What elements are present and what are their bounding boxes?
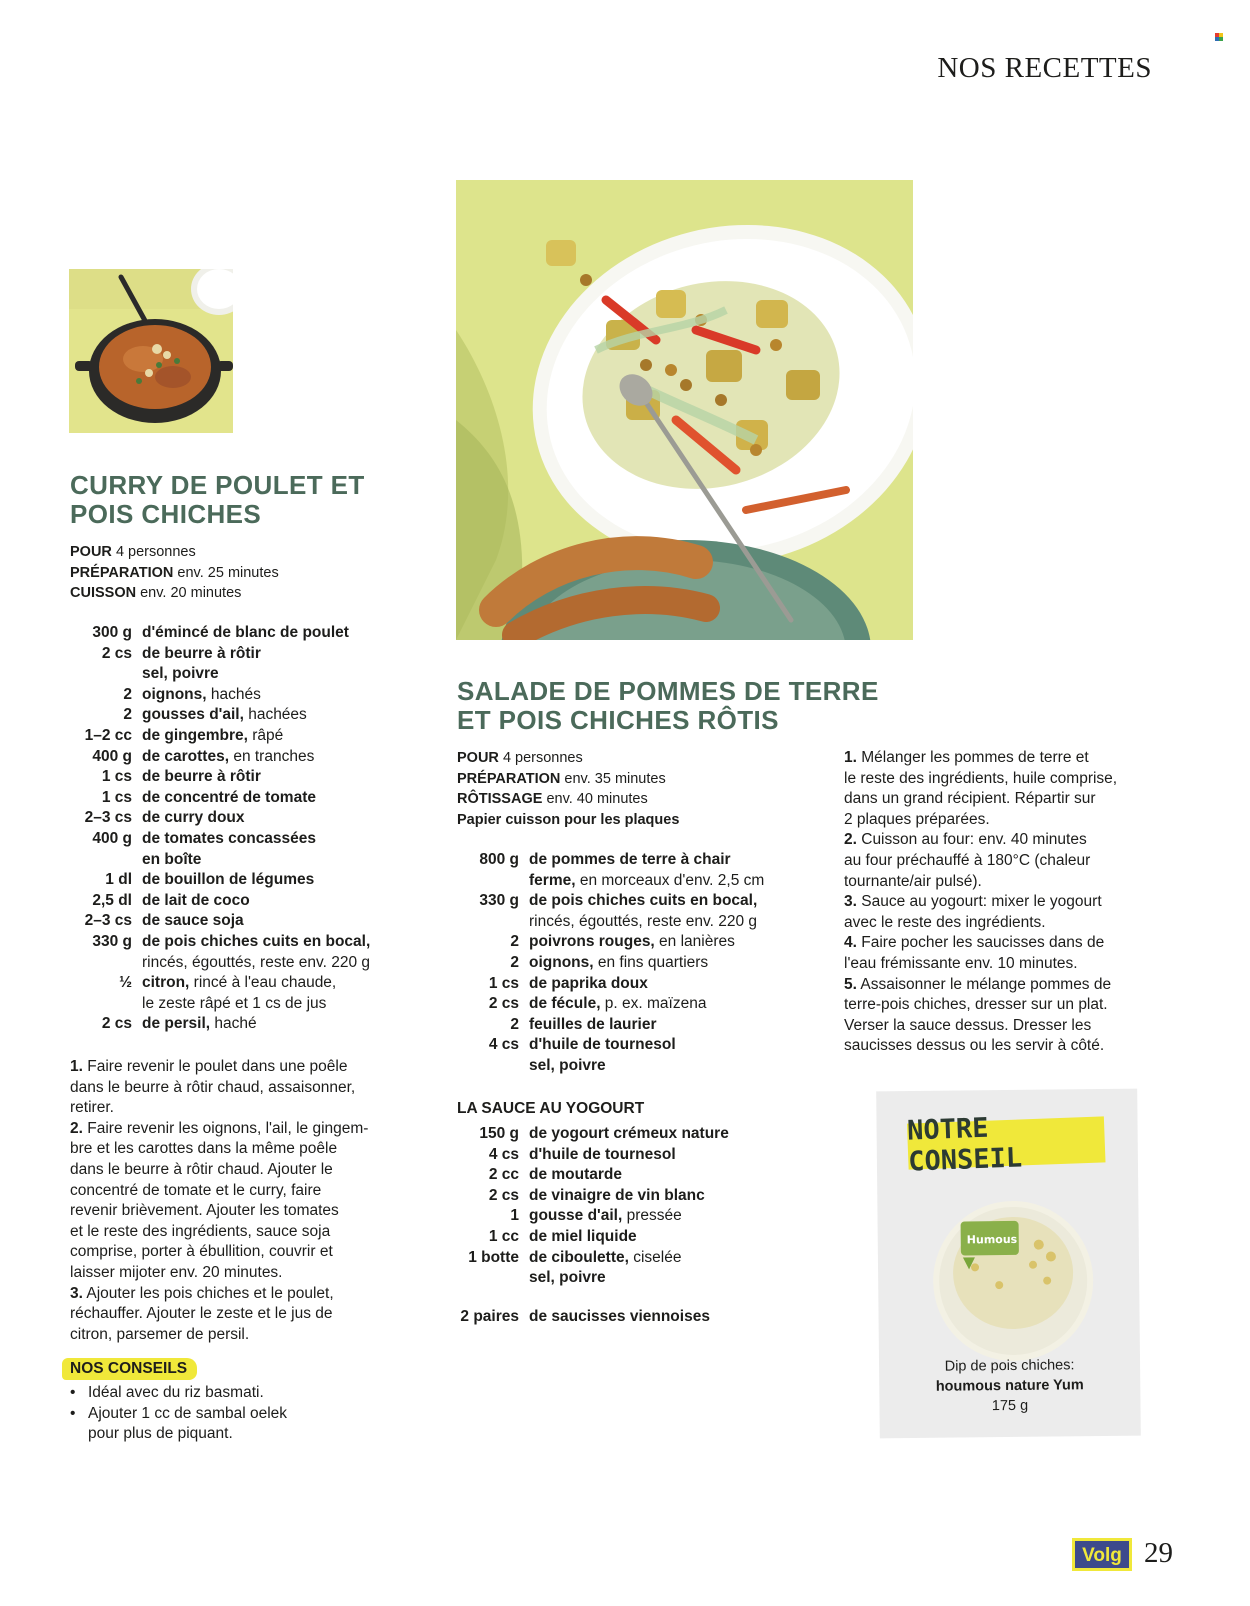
ingredient-row: le zeste râpé et 1 cs de jus — [142, 994, 327, 1012]
step-line: laisser mijoter env. 20 minutes. — [70, 1263, 283, 1281]
ingredient-row: 150 g de yogourt crémeux nature — [479, 1125, 729, 1142]
caption-line3: 175 g — [991, 1397, 1029, 1415]
ingredient-row: 300 g d'émincé de blanc de poulet — [92, 624, 349, 641]
ingredient-row: 2 oignons, en fins quartiers — [510, 953, 709, 971]
recipe1-ingredients — [70, 623, 370, 1035]
sauce-ingredients — [457, 1124, 729, 1289]
ingredient-row: 2 cc de moutarde — [488, 1166, 623, 1184]
ingredient-row: 4 cs d'huile de tournesol — [488, 1145, 676, 1163]
ingredient-row: ferme, en morceaux d'env. 2,5 cm — [529, 871, 765, 889]
step-line: dans un grand récipient. Répartir sur — [844, 790, 1096, 808]
conseil-badge: NOTRE CONSEIL — [907, 1116, 1106, 1169]
step-line: 5. Assaisonner le mélange pommes de — [844, 975, 1112, 993]
recipe2-meta — [457, 748, 679, 830]
tips-list — [70, 1383, 287, 1445]
recipe2-title-line1: SALADE DE POMMES DE TERRE — [457, 676, 879, 706]
extra-ingredients — [457, 1307, 710, 1328]
ingredient-row: 2 cs de persil, haché — [101, 1015, 257, 1033]
ingredient-row: 400 g de tomates concassées — [92, 829, 317, 847]
hummus-label: Humous — [966, 1232, 1018, 1247]
step-line: comprise, porter à ébullition, couvrir et — [70, 1243, 333, 1261]
logo-text: Volg — [1082, 1545, 1122, 1566]
ingredient-row: 2 cs de vinaigre de vin blanc — [488, 1186, 705, 1204]
ingredient-row: 2–3 cs de curry doux — [84, 809, 245, 827]
recipe1-title — [70, 471, 430, 529]
corner-logo-icon — [1215, 33, 1223, 41]
sauce-title: LA SAUCE AU YOGOURT — [457, 1100, 645, 1117]
step-line: saucisses dessus ou les servir à côté. — [844, 1037, 1105, 1055]
recipe2-meta-servings: POUR 4 personnes — [457, 750, 583, 766]
ingredient-row: 2,5 dl de lait de coco — [92, 891, 250, 909]
curry-photo — [69, 269, 233, 433]
ingredient-row: 4 cs d'huile de tournesol — [488, 1036, 676, 1054]
recipe2-title — [457, 677, 917, 735]
section-title: NOS RECETTES — [937, 52, 1152, 84]
page-number: 29 — [1144, 1537, 1173, 1569]
step-line: 3. Ajouter les pois chiches et le poulet, — [70, 1284, 334, 1302]
ingredient-row: en boîte — [142, 850, 202, 868]
ingredient-row: 1–2 cc de gingembre, râpé — [84, 726, 284, 744]
ingredient-row: sel, poivre — [529, 1269, 606, 1287]
recipe2-ingredients — [457, 850, 764, 1077]
step-line: 2 plaques préparées. — [844, 810, 990, 828]
step-line: tournante/air pulsé). — [844, 872, 982, 890]
step-line: retirer. — [70, 1099, 114, 1117]
recipe1-meta — [70, 542, 279, 604]
ingredient-row: 2 gousses d'ail, hachées — [123, 706, 307, 724]
recipe2-title-line2: ET POIS CHICHES RÔTIS — [457, 705, 779, 735]
step-line: et le reste des ingrédients, sauce soja — [70, 1222, 331, 1240]
step-line: bre et les carottes dans la même poêle — [70, 1140, 338, 1158]
ingredient-row: 2 feuilles de laurier — [510, 1015, 657, 1033]
step-line: Verser la sauce dessus. Dresser les — [844, 1016, 1092, 1034]
ingredient-row: 1 cs de concentré de tomate — [101, 788, 316, 806]
recipe2-meta-paper: Papier cuisson pour les plaques — [457, 811, 680, 828]
ingredient-row: 1 gousse d'ail, pressée — [510, 1207, 682, 1225]
ingredient-row: ½ citron, rincé à l'eau chaude, — [119, 974, 337, 992]
tip-item: • Idéal avec du riz basmati. — [70, 1384, 264, 1401]
ingredient-row: 2 cs de beurre à rôtir — [101, 644, 261, 662]
conseil-card — [876, 1089, 1141, 1439]
ingredient-row: rincés, égouttés, reste env. 220 g — [142, 953, 371, 971]
ingredient-row: 2 poivrons rouges, en lanières — [510, 933, 735, 951]
step-line: dans le beurre à rôtir chaud. Ajouter le — [70, 1160, 333, 1178]
ingredient-row: 1 cs de beurre à rôtir — [101, 768, 261, 786]
caption-line1: Dip de pois chiches: — [944, 1357, 1075, 1375]
tips-badge: NOS CONSEILS — [62, 1358, 197, 1380]
step-line: le reste des ingrédients, huile comprise, — [844, 769, 1118, 787]
ingredient-row: 800 g de pommes de terre à chair — [479, 851, 731, 868]
step-line: 3. Sauce au yogourt: mixer le yogourt — [844, 893, 1102, 911]
ingredient-row: 1 dl de bouillon de légumes — [105, 871, 315, 889]
ingredient-row: rincés, égouttés, reste env. 220 g — [529, 912, 758, 930]
recipe1-title-line1: CURRY DE POULET ET — [70, 470, 365, 500]
step-line: revenir brièvement. Ajouter les tomates — [70, 1202, 339, 1220]
step-line: 1. Faire revenir le poulet dans une poêle — [70, 1058, 348, 1075]
step-line: concentré de tomate et le curry, faire — [70, 1181, 322, 1199]
recipe1-title-line2: POIS CHICHES — [70, 499, 262, 529]
ingredient-row: 2–3 cs de sauce soja — [84, 912, 244, 930]
hummus-product-image — [928, 1194, 1098, 1364]
recipe2-meta-roast: RÔTISSAGE env. 40 minutes — [457, 791, 648, 807]
ingredient-row: 330 g de pois chiches cuits en bocal, — [92, 932, 371, 950]
salad-photo — [456, 180, 913, 640]
tip-item: pour plus de piquant. — [88, 1425, 233, 1443]
step-line: citron, parsemer de persil. — [70, 1325, 250, 1343]
ingredient-row: 2 oignons, hachés — [123, 685, 261, 703]
ingredient-row: 1 botte de ciboulette, ciselée — [468, 1248, 682, 1266]
caption-line2: houmous nature Yum — [935, 1377, 1084, 1395]
step-line: réchauffer. Ajouter le zeste et le jus de — [70, 1305, 333, 1323]
step-line: 2. Faire revenir les oignons, l'ail, le gingem- — [70, 1119, 369, 1137]
step-line: 4. Faire pocher les saucisses dans de — [844, 934, 1105, 952]
step-line: 1. Mélanger les pommes de terre et — [844, 749, 1089, 766]
ingredient-row: 1 cc de miel liquide — [488, 1227, 637, 1245]
step-line: terre-pois chiches, dresser sur un plat. — [844, 996, 1108, 1014]
recipe1-meta-servings: POUR 4 personnes — [70, 544, 196, 560]
recipe1-meta-cook: CUISSON env. 20 minutes — [70, 585, 242, 601]
conseil-caption — [879, 1355, 1141, 1418]
ingredient-row: 2 paires de saucisses viennoises — [460, 1308, 710, 1325]
volg-logo — [1072, 1538, 1132, 1571]
recipe2-steps — [844, 748, 1117, 1057]
recipe1-meta-prep: PRÉPARATION env. 25 minutes — [70, 564, 279, 581]
step-line: au four préchauffé à 180°C (chaleur — [844, 851, 1091, 869]
ingredient-row: sel, poivre — [529, 1056, 606, 1074]
ingredient-row: 2 cs de fécule, p. ex. maïzena — [488, 995, 707, 1013]
step-line: 2. Cuisson au four: env. 40 minutes — [844, 831, 1087, 849]
ingredient-row: 330 g de pois chiches cuits en bocal, — [479, 892, 758, 910]
ingredient-row: sel, poivre — [142, 665, 219, 683]
step-line: dans le beurre à rôtir chaud, assaisonner, — [70, 1078, 356, 1096]
ingredient-row: 1 cs de paprika doux — [488, 974, 648, 992]
step-line: l'eau frémissante env. 10 minutes. — [844, 954, 1078, 972]
recipe2-meta-prep: PRÉPARATION env. 35 minutes — [457, 770, 666, 787]
tip-item: • Ajouter 1 cc de sambal oelek — [70, 1404, 288, 1422]
recipe1-steps — [70, 1057, 368, 1345]
step-line: avec le reste des ingrédients. — [844, 913, 1046, 931]
ingredient-row: 400 g de carottes, en tranches — [92, 747, 315, 765]
